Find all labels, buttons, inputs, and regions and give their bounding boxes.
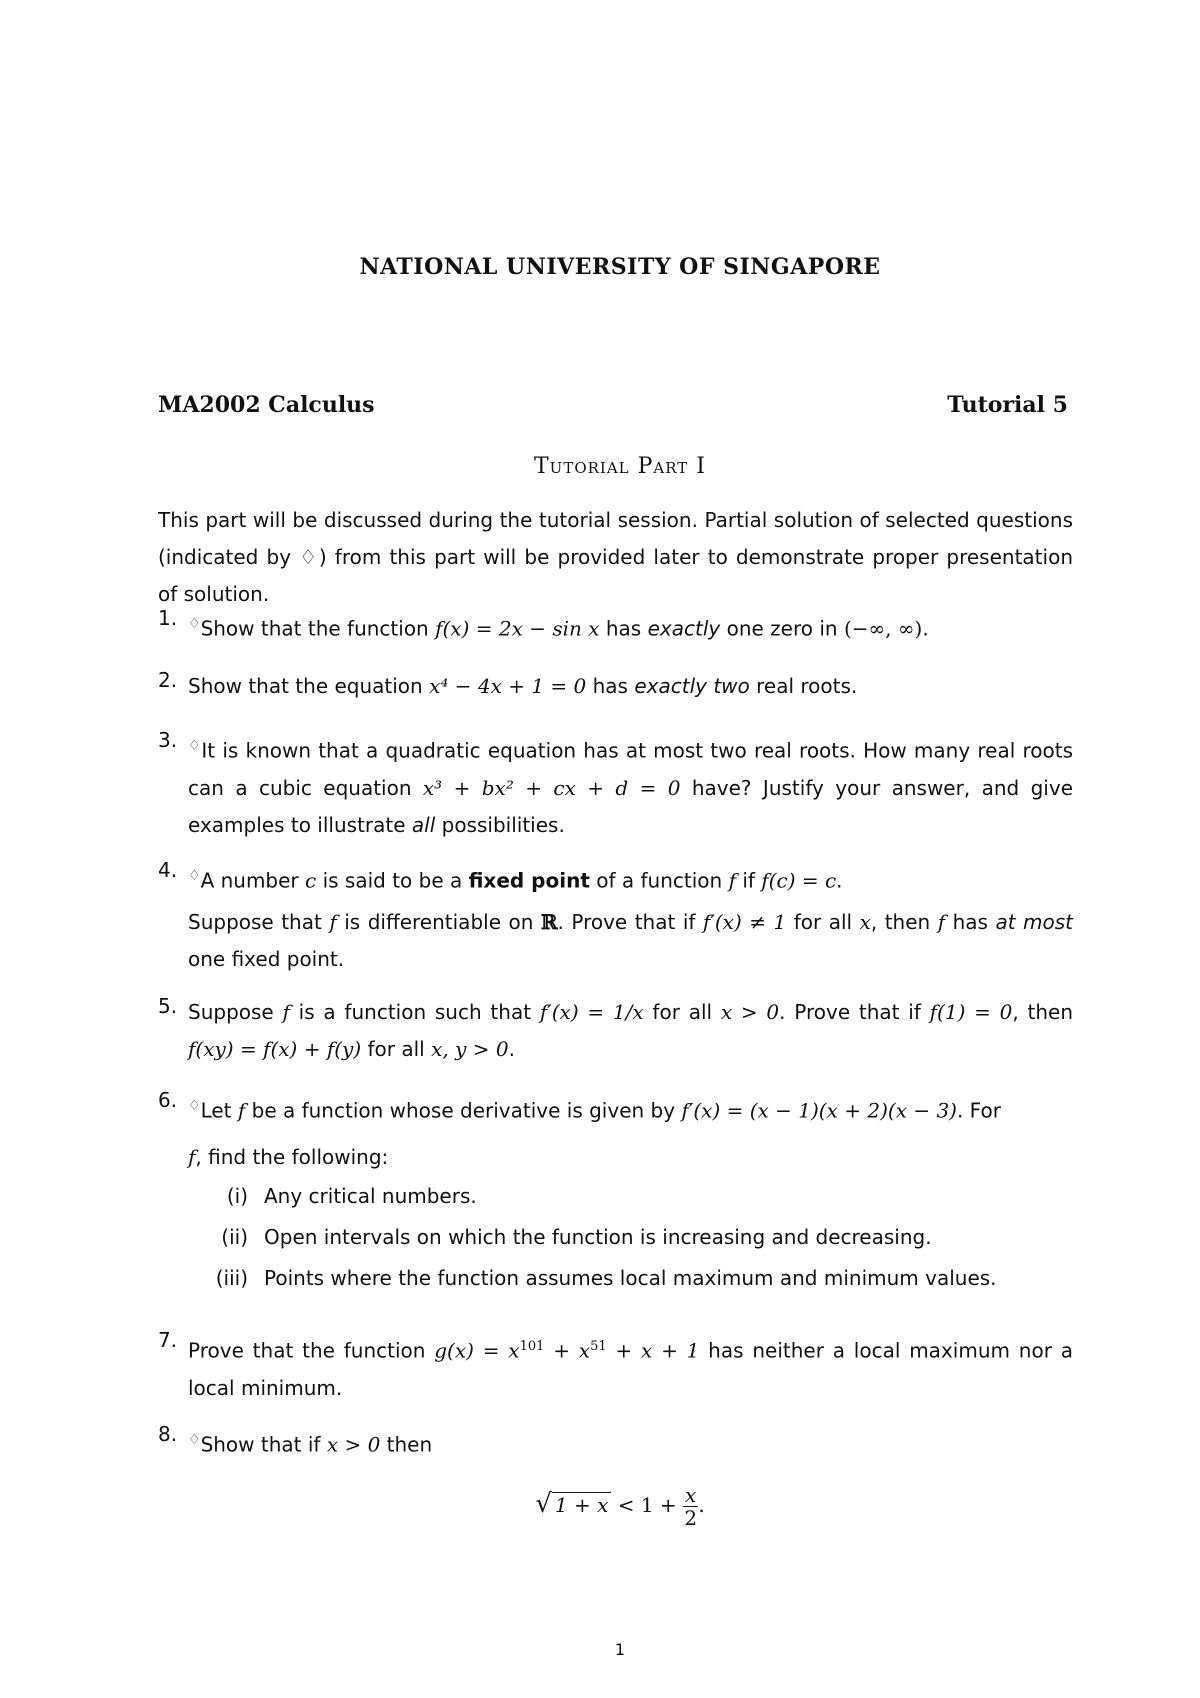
math-equation: + x: [544, 1338, 591, 1363]
question-number: 4.: [158, 858, 178, 882]
math-symbol: f: [188, 1144, 196, 1169]
emphasis: exactly: [647, 616, 721, 641]
emphasis: all: [411, 812, 436, 837]
math-equation: f(1) = 0: [929, 1000, 1013, 1024]
math-equation: f(xy) = f(x) + f(y): [188, 1037, 362, 1061]
sub-question-number: (ii): [221, 1224, 248, 1249]
sqrt-radicand: 1 + x: [552, 1492, 611, 1517]
question-text: .: [922, 616, 929, 641]
question-text: Show that if: [200, 1432, 327, 1457]
question-text: A number: [200, 868, 306, 893]
emphasis: at most: [995, 909, 1074, 934]
selected-marker-icon: ♢: [188, 1432, 201, 1448]
math-symbol: ℝ: [540, 909, 558, 934]
question-6: [158, 1088, 1073, 1299]
page-number: 1: [614, 1640, 626, 1659]
selected-marker-icon: ♢: [188, 616, 201, 632]
question-text: . Prove that if: [557, 909, 703, 934]
math-equation: x, y > 0: [431, 1037, 509, 1061]
university-title: NATIONAL UNIVERSITY OF SINGAPORE: [359, 254, 881, 280]
sub-question-number: (i): [226, 1183, 248, 1208]
question-text: has: [945, 909, 996, 934]
sub-question-text: Points where the function assumes local maximum and minimum values.: [264, 1265, 997, 1290]
question-text: . Prove that if: [779, 1000, 930, 1024]
question-text: , then: [1012, 1000, 1074, 1024]
question-text: for all: [786, 909, 860, 934]
math-symbol: f: [237, 1098, 246, 1123]
question-text: is said to be a: [316, 868, 469, 893]
question-text: Let: [200, 1098, 238, 1123]
question-text: , find the following:: [195, 1144, 389, 1169]
sub-question-ii: [208, 1217, 1073, 1258]
question-text: real roots.: [749, 674, 858, 698]
math-equation: x⁴ − 4x + 1 = 0: [429, 674, 587, 698]
course-code: MA2002 Calculus: [158, 392, 375, 418]
part-heading: Tutorial Part I: [534, 454, 706, 479]
math-exponent: 101: [519, 1339, 545, 1354]
math-equation: f′(x) ≠ 1: [702, 909, 787, 934]
question-text: Show that the equation: [188, 674, 430, 698]
math-punctuation: .: [698, 1493, 705, 1517]
sub-question-i: [208, 1176, 1073, 1217]
question-text: has: [586, 674, 635, 698]
sqrt-icon: √: [535, 1489, 552, 1519]
question-text: is differentiable on: [336, 909, 541, 934]
math-equation: f(c) = c: [761, 868, 837, 893]
math-equation: x³ + bx² + cx + d = 0: [422, 775, 681, 800]
question-text: for all: [643, 1000, 721, 1024]
emphasis: exactly two: [634, 674, 750, 698]
math-symbol: f: [728, 868, 736, 893]
math-function: f(x) = 2x − sin x: [435, 616, 600, 641]
math-symbol: c: [305, 868, 317, 893]
question-text: possibilities.: [435, 812, 565, 837]
math-equation: x > 0: [720, 1000, 780, 1024]
fraction-numerator: x: [685, 1483, 697, 1507]
question-number: 8.: [158, 1422, 178, 1446]
sub-question-text: Open intervals on which the function is increasing and decreasing.: [264, 1224, 932, 1249]
question-text: be a function whose derivative is given by: [245, 1098, 682, 1123]
question-text: Show that the function: [200, 616, 436, 641]
math-interval: (−∞, ∞): [843, 616, 923, 641]
question-number: 6.: [158, 1088, 178, 1112]
selected-marker-icon: ♢: [188, 738, 202, 754]
question-text: It is known that a quadratic equation has at most two real roots. How many real roots can a cubic equation: [188, 738, 1073, 800]
math-equation: g(x) = x: [434, 1338, 520, 1363]
math-symbol: f: [937, 909, 946, 934]
question-text: .: [836, 868, 843, 893]
sub-question-text: Any critical numbers.: [264, 1183, 477, 1208]
question-1: [158, 606, 1073, 648]
question-text: .: [508, 1037, 515, 1061]
question-number: 7.: [158, 1328, 178, 1352]
sub-question-iii: [208, 1258, 1073, 1299]
tutorial-number: Tutorial 5: [947, 392, 1068, 418]
question-text: Suppose that: [188, 909, 330, 934]
selected-marker-icon: ♢: [188, 868, 201, 884]
question-text: Prove that the function: [188, 1338, 435, 1363]
question-text: of a function: [589, 868, 729, 893]
math-symbol: x: [859, 909, 871, 934]
definition-term: fixed point: [468, 868, 590, 893]
question-number: 5.: [158, 994, 178, 1018]
question-text: has neither a local maximum nor a local minimum.: [188, 1338, 1073, 1400]
question-5: [158, 994, 1073, 1068]
question-number: 2.: [158, 668, 178, 692]
question-number: 1.: [158, 606, 178, 630]
question-number: 3.: [158, 728, 178, 752]
math-equation: f′(x) = 1/x: [539, 1000, 644, 1024]
intro-paragraph: This part will be discussed during the tutorial session. Partial solution of selected questions (indicated by ♢) from this part will be provided later to demonstrate proper presentation of solution.: [158, 508, 1073, 606]
question-text: then: [380, 1432, 433, 1457]
math-equation: f′(x) = (x − 1)(x + 2)(x − 3): [681, 1098, 957, 1123]
math-exponent: 51: [590, 1339, 607, 1354]
question-text: . For: [956, 1098, 1001, 1123]
question-text: has: [599, 616, 648, 641]
fraction-denominator: 2: [684, 1506, 698, 1530]
math-symbol: f: [282, 1000, 290, 1024]
selected-marker-icon: ♢: [188, 1098, 201, 1114]
question-7: [158, 1328, 1073, 1407]
math-symbol: f: [329, 909, 337, 934]
question-2: [158, 668, 1073, 705]
question-text: is a function such that: [289, 1000, 540, 1024]
math-equation: + x + 1: [606, 1338, 700, 1363]
question-text: Suppose: [188, 1000, 283, 1024]
question-text: for all: [361, 1037, 432, 1061]
math-equation: x > 0: [326, 1432, 381, 1457]
fraction: [683, 1484, 698, 1529]
question-text: if: [735, 868, 762, 893]
math-operator: < 1 +: [611, 1493, 684, 1517]
inequality-display: [20, 1484, 1200, 1529]
question-text: , then: [870, 909, 938, 934]
question-text: one zero in: [720, 616, 844, 641]
sub-question-number: (iii): [215, 1265, 248, 1290]
question-8: [158, 1422, 1073, 1464]
question-4: [158, 858, 1073, 978]
question-text: one fixed point.: [188, 946, 345, 971]
question-text: have? Justify your answer, and give examples to illustrate: [188, 775, 1073, 837]
question-3: [158, 728, 1073, 844]
